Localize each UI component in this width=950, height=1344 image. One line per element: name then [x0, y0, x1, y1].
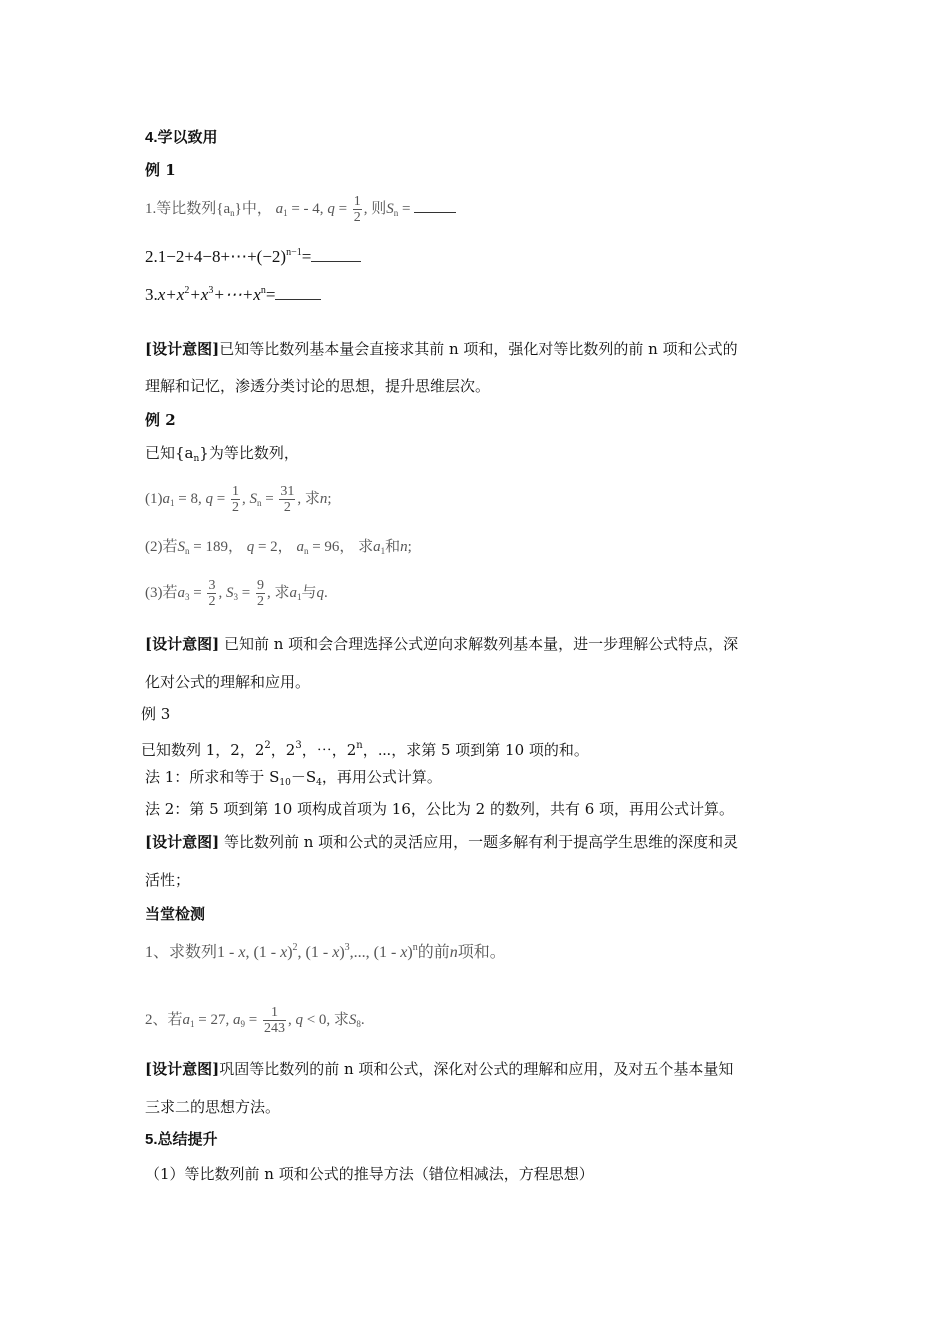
design-intent-4-line2: 三求二的思想方法。: [145, 1098, 281, 1116]
design-intent-1-line2: 理解和记忆，渗透分类讨论的思想，提升思维层次。: [145, 377, 491, 395]
fraction-one-half: $\frac{1}{2}$: [353, 194, 361, 225]
answer-blank: [414, 212, 456, 213]
ex2-part-1: $(1)a_1 = 8$, q = $\frac{1}{2}$ , $S_n$ = $\frac{31}{2}$ , 求n;: [145, 484, 332, 515]
example-3-label: 例 3: [141, 705, 171, 723]
ex3-statement: 已知数列 1，2，$2^2$，$2^3$，⋯，2$^n$，⋯，求第 5 项到第 10 项的和。: [141, 740, 589, 759]
ex1-question-1: 1.等比数列$\{a_n\}$中， $a_1$ = - 4, q = $\frac{1}{2}$ , 则$S_n$ =: [145, 194, 456, 225]
ex2-part-2: (2)若$S_n = 189$， q = 2， $a_n = 96$， 求$a_1$和n;: [145, 539, 412, 556]
ex1-question-3: $3.x+x^2+x^3+\cdots+x^n=$: [145, 281, 321, 305]
design-intent-2-line1: [设计意图] 已知前 n 项和会合理选择公式逆向求解数列基本量，进一步理解公式特点，深: [145, 635, 739, 653]
check-question-1: 1、求数列1 - x, (1 - x)$^2$, (1 - x)$^3$,..., (1 - x)$^n$的前n项和。: [145, 942, 506, 961]
design-intent-1-line1: [设计意图]已知等比数列基本量会直接求其前 n 项和，强化对等比数列的前 n 项和公式的: [145, 340, 738, 358]
ex1-question-2: $2.1-2+4-8+\cdots+(-2)^{n-1}=$: [145, 243, 361, 267]
section-heading-4: 4.学以致用: [145, 129, 218, 146]
example-1-label: 例 1: [145, 161, 176, 179]
design-intent-4-line1: [设计意图]巩固等比数列的前 n 项和公式，深化对公式的理解和应用，及对五个基本量知: [145, 1060, 734, 1078]
answer-blank: [275, 299, 321, 300]
section-heading-5: 5.总结提升: [145, 1131, 218, 1148]
example-2-label: 例 2: [145, 411, 176, 429]
ex3-method-1: 法 1：所求和等于 $S_{10}-S_4$，再用公式计算。: [145, 768, 442, 788]
ex3-method-2: 法 2：第 5 项到第 10 项构成首项为 16，公比为 2 的数列，共有 6 项，再用公式计算。: [145, 800, 735, 818]
summary-item-1: （1）等比数列前 n 项和公式的推导方法（错位相减法，方程思想）: [145, 1165, 594, 1183]
design-intent-3-line2: 活性；: [145, 871, 191, 889]
answer-blank: [311, 261, 361, 262]
ex2-intro: 已知$\{a_n\}$为等比数列，: [145, 444, 299, 464]
class-check-heading: 当堂检测: [145, 905, 206, 923]
design-intent-2-line2: 化对公式的理解和应用。: [145, 673, 311, 691]
check-question-2: 2、若$a_1 = 27$, $a_9$ = $\frac{1}{243}$ , q < 0, 求$S_8$.: [145, 1005, 365, 1036]
design-intent-3-line1: [设计意图] 等比数列前 n 项和公式的灵活应用，一题多解有利于提高学生思维的深度和灵: [145, 833, 739, 851]
ex2-part-3: (3)若$a_3$ = $\frac{3}{2}$ , $S_3$ = $\frac{9}{2}$ , 求$a_1$与q.: [145, 578, 328, 609]
